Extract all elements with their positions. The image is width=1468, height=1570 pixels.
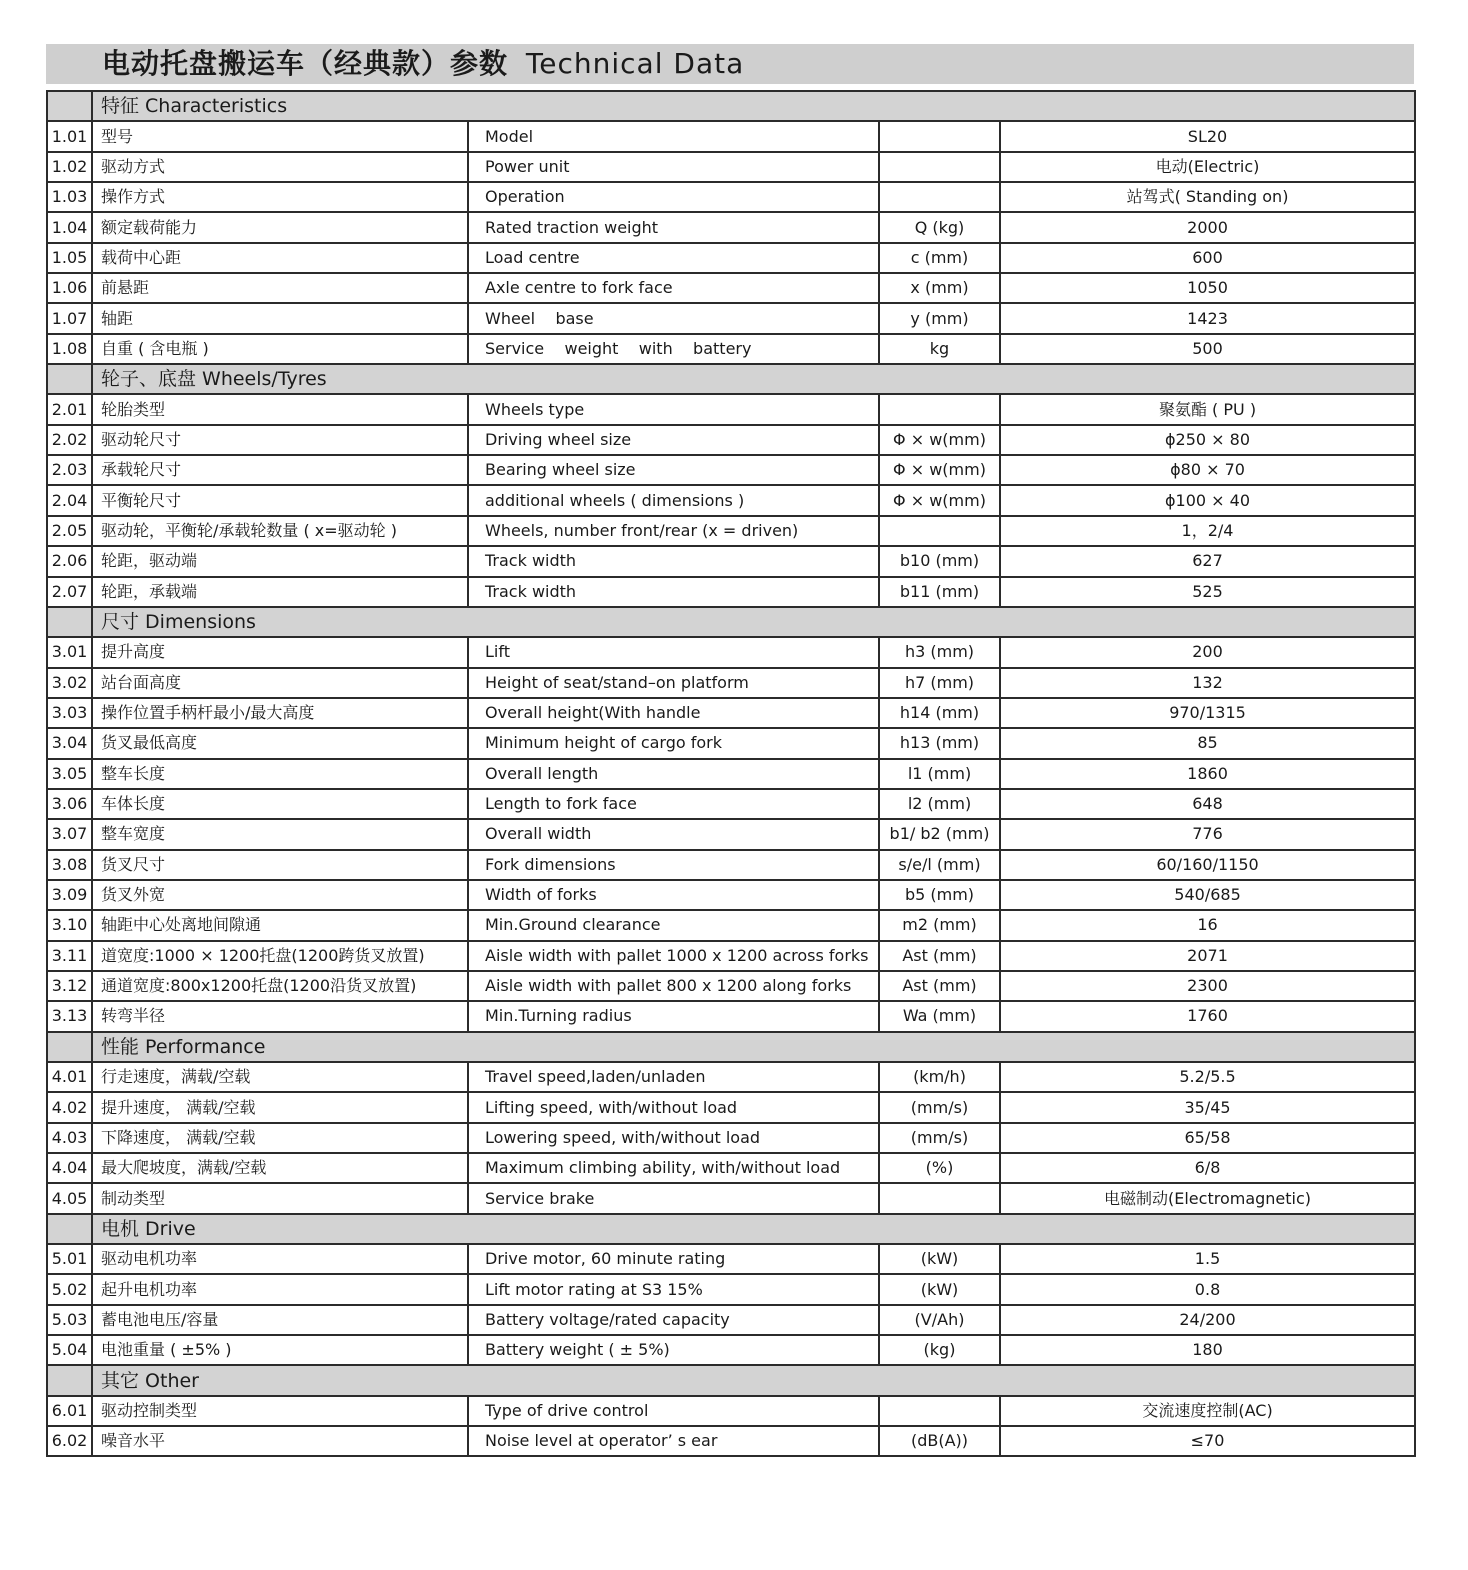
- table-row: [47, 910, 1415, 940]
- table-row: [47, 819, 1415, 849]
- row-label-cn: 道宽度:1000 × 1200托盘(1200跨货叉放置): [92, 941, 468, 971]
- section-number-cell: [47, 364, 92, 394]
- row-unit: h7 (mm): [879, 668, 1000, 698]
- table-row: [47, 1305, 1415, 1335]
- row-value: 525: [1000, 577, 1415, 607]
- row-value: ϕ80 × 70: [1000, 455, 1415, 485]
- row-label-cn: 行走速度，满载/空载: [92, 1062, 468, 1092]
- row-value: 1423: [1000, 303, 1415, 333]
- row-number: 5.04: [47, 1335, 92, 1365]
- row-unit: Φ × w(mm): [879, 485, 1000, 515]
- table-row: [47, 243, 1415, 273]
- row-label-cn: 起升电机功率: [92, 1274, 468, 1304]
- row-label-cn: 轮距，驱动端: [92, 546, 468, 576]
- row-unit: b5 (mm): [879, 880, 1000, 910]
- section-header-row: [47, 1365, 1415, 1395]
- row-number: 6.01: [47, 1396, 92, 1426]
- row-number: 1.05: [47, 243, 92, 273]
- table-row: [47, 546, 1415, 576]
- section-number-cell: [47, 1214, 92, 1244]
- row-label-en: Overall height(With handle: [468, 698, 879, 728]
- row-value: 600: [1000, 243, 1415, 273]
- table-row: [47, 880, 1415, 910]
- row-number: 1.02: [47, 152, 92, 182]
- row-label-en: Lowering speed, with/without load: [468, 1123, 879, 1153]
- row-label-en: Width of forks: [468, 880, 879, 910]
- row-unit: h3 (mm): [879, 637, 1000, 667]
- row-number: 1.03: [47, 182, 92, 212]
- row-value: 站驾式( Standing on): [1000, 182, 1415, 212]
- row-label-en: Minimum height of cargo fork: [468, 728, 879, 758]
- row-label-en: Wheel base: [468, 303, 879, 333]
- row-unit: Φ × w(mm): [879, 425, 1000, 455]
- section-number-cell: [47, 1365, 92, 1395]
- row-unit: (%): [879, 1153, 1000, 1183]
- row-label-cn: 轴距: [92, 303, 468, 333]
- row-number: 4.02: [47, 1092, 92, 1122]
- table-row: [47, 516, 1415, 546]
- row-number: 4.01: [47, 1062, 92, 1092]
- row-label-en: Power unit: [468, 152, 879, 182]
- row-label-cn: 转弯半径: [92, 1001, 468, 1031]
- table-row: [47, 334, 1415, 364]
- row-label-en: Fork dimensions: [468, 850, 879, 880]
- row-number: 6.02: [47, 1426, 92, 1456]
- row-label-cn: 提升速度， 满载/空载: [92, 1092, 468, 1122]
- row-value: 65/58: [1000, 1123, 1415, 1153]
- row-value: 35/45: [1000, 1092, 1415, 1122]
- table-row: [47, 1001, 1415, 1031]
- row-label-cn: 驱动方式: [92, 152, 468, 182]
- table-row: [47, 759, 1415, 789]
- row-label-cn: 噪音水平: [92, 1426, 468, 1456]
- row-label-en: Axle centre to fork face: [468, 273, 879, 303]
- row-number: 2.02: [47, 425, 92, 455]
- row-label-en: Maximum climbing ability, with/without load: [468, 1153, 879, 1183]
- row-label-cn: 驱动控制类型: [92, 1396, 468, 1426]
- table-row: [47, 425, 1415, 455]
- row-number: 5.02: [47, 1274, 92, 1304]
- row-number: 4.05: [47, 1183, 92, 1213]
- table-row: [47, 637, 1415, 667]
- row-number: 3.04: [47, 728, 92, 758]
- row-number: 3.01: [47, 637, 92, 667]
- row-label-en: Length to fork face: [468, 789, 879, 819]
- row-number: 3.08: [47, 850, 92, 880]
- row-value: 970/1315: [1000, 698, 1415, 728]
- row-label-en: Service weight with battery: [468, 334, 879, 364]
- table-row: [47, 789, 1415, 819]
- table-row: [47, 1396, 1415, 1426]
- row-value: 5.2/5.5: [1000, 1062, 1415, 1092]
- row-label-en: Rated traction weight: [468, 212, 879, 242]
- row-label-cn: 电池重量 ( ±5% ): [92, 1335, 468, 1365]
- row-number: 1.08: [47, 334, 92, 364]
- row-unit: [879, 182, 1000, 212]
- table-row: [47, 698, 1415, 728]
- table-row: [47, 1123, 1415, 1153]
- row-value: 627: [1000, 546, 1415, 576]
- row-value: SL20: [1000, 121, 1415, 151]
- row-unit: kg: [879, 334, 1000, 364]
- table-row: [47, 1274, 1415, 1304]
- row-label-cn: 轮胎类型: [92, 394, 468, 424]
- row-number: 3.07: [47, 819, 92, 849]
- row-label-cn: 整车长度: [92, 759, 468, 789]
- row-label-en: Model: [468, 121, 879, 151]
- table-row: [47, 152, 1415, 182]
- row-label-cn: 蓄电池电压/容量: [92, 1305, 468, 1335]
- row-unit: [879, 516, 1000, 546]
- row-label-cn: 提升高度: [92, 637, 468, 667]
- row-number: 4.04: [47, 1153, 92, 1183]
- section-header-row: [47, 1214, 1415, 1244]
- row-number: 1.01: [47, 121, 92, 151]
- row-unit: (mm/s): [879, 1092, 1000, 1122]
- row-value: 180: [1000, 1335, 1415, 1365]
- row-number: 2.05: [47, 516, 92, 546]
- row-label-cn: 操作方式: [92, 182, 468, 212]
- row-number: 3.02: [47, 668, 92, 698]
- table-row: [47, 394, 1415, 424]
- section-label: 特征 Characteristics: [92, 91, 1415, 121]
- row-value: 聚氨酯 ( PU ): [1000, 394, 1415, 424]
- row-number: 2.07: [47, 577, 92, 607]
- row-label-cn: 操作位置手柄杆最小/最大高度: [92, 698, 468, 728]
- row-unit: c (mm): [879, 243, 1000, 273]
- row-label-cn: 车体长度: [92, 789, 468, 819]
- table-row: [47, 273, 1415, 303]
- row-number: 2.04: [47, 485, 92, 515]
- row-unit: s/e/l (mm): [879, 850, 1000, 880]
- row-label-en: Min.Ground clearance: [468, 910, 879, 940]
- row-label-en: Wheels type: [468, 394, 879, 424]
- row-number: 3.09: [47, 880, 92, 910]
- row-label-cn: 整车宽度: [92, 819, 468, 849]
- row-number: 5.03: [47, 1305, 92, 1335]
- row-label-en: Travel speed,laden/unladen: [468, 1062, 879, 1092]
- row-number: 2.03: [47, 455, 92, 485]
- row-unit: h14 (mm): [879, 698, 1000, 728]
- row-label-cn: 通道宽度:800x1200托盘(1200沿货叉放置): [92, 971, 468, 1001]
- row-label-cn: 载荷中心距: [92, 243, 468, 273]
- row-value: 776: [1000, 819, 1415, 849]
- table-row: [47, 485, 1415, 515]
- section-label: 其它 Other: [92, 1365, 1415, 1395]
- row-label-en: Operation: [468, 182, 879, 212]
- section-header-row: [47, 91, 1415, 121]
- row-value: 24/200: [1000, 1305, 1415, 1335]
- row-label-en: Track width: [468, 546, 879, 576]
- row-label-cn: 型号: [92, 121, 468, 151]
- row-value: 1.5: [1000, 1244, 1415, 1274]
- row-value: 1050: [1000, 273, 1415, 303]
- table-row: [47, 1426, 1415, 1456]
- row-label-en: Load centre: [468, 243, 879, 273]
- row-label-en: Overall length: [468, 759, 879, 789]
- row-unit: b10 (mm): [879, 546, 1000, 576]
- section-number-cell: [47, 91, 92, 121]
- row-label-cn: 轮距，承载端: [92, 577, 468, 607]
- row-label-en: Wheels, number front/rear (x = driven): [468, 516, 879, 546]
- section-label: 电机 Drive: [92, 1214, 1415, 1244]
- row-label-en: Track width: [468, 577, 879, 607]
- row-value: ≤70: [1000, 1426, 1415, 1456]
- row-value: 1760: [1000, 1001, 1415, 1031]
- row-value: 200: [1000, 637, 1415, 667]
- row-label-en: Min.Turning radius: [468, 1001, 879, 1031]
- row-number: 3.11: [47, 941, 92, 971]
- row-unit: Ast (mm): [879, 941, 1000, 971]
- section-number-cell: [47, 607, 92, 637]
- technical-data-table: [46, 90, 1416, 1457]
- row-number: 1.07: [47, 303, 92, 333]
- row-label-cn: 最大爬坡度，满载/空载: [92, 1153, 468, 1183]
- row-label-en: Battery voltage/rated capacity: [468, 1305, 879, 1335]
- row-label-en: Aisle width with pallet 800 x 1200 along forks: [468, 971, 879, 1001]
- row-unit: (km/h): [879, 1062, 1000, 1092]
- row-label-en: Type of drive control: [468, 1396, 879, 1426]
- row-label-cn: 货叉外宽: [92, 880, 468, 910]
- row-unit: [879, 1183, 1000, 1213]
- title-cn: 电动托盘搬运车（经典款）参数: [102, 47, 509, 80]
- row-value: 16: [1000, 910, 1415, 940]
- section-number-cell: [47, 1032, 92, 1062]
- row-label-en: Height of seat/stand–on platform: [468, 668, 879, 698]
- row-unit: b11 (mm): [879, 577, 1000, 607]
- row-number: 5.01: [47, 1244, 92, 1274]
- row-label-cn: 轴距中心处离地间隙通: [92, 910, 468, 940]
- row-label-en: Lifting speed, with/without load: [468, 1092, 879, 1122]
- row-number: 2.01: [47, 394, 92, 424]
- row-label-cn: 货叉尺寸: [92, 850, 468, 880]
- table-row: [47, 182, 1415, 212]
- row-label-en: Service brake: [468, 1183, 879, 1213]
- row-value: 电磁制动(Electromagnetic): [1000, 1183, 1415, 1213]
- table-row: [47, 1335, 1415, 1365]
- table-row: [47, 971, 1415, 1001]
- table-row: [47, 121, 1415, 151]
- table-row: [47, 1183, 1415, 1213]
- page-title: [102, 46, 744, 82]
- row-value: 电动(Electric): [1000, 152, 1415, 182]
- row-label-en: Overall width: [468, 819, 879, 849]
- row-unit: Wa (mm): [879, 1001, 1000, 1031]
- row-unit: (mm/s): [879, 1123, 1000, 1153]
- row-unit: [879, 394, 1000, 424]
- row-unit: Ast (mm): [879, 971, 1000, 1001]
- row-number: 3.03: [47, 698, 92, 728]
- row-value: 132: [1000, 668, 1415, 698]
- section-label: 性能 Performance: [92, 1032, 1415, 1062]
- row-unit: x (mm): [879, 273, 1000, 303]
- row-unit: (kW): [879, 1274, 1000, 1304]
- row-value: 60/160/1150: [1000, 850, 1415, 880]
- row-value: ϕ250 × 80: [1000, 425, 1415, 455]
- row-number: 3.05: [47, 759, 92, 789]
- row-value: 1，2/4: [1000, 516, 1415, 546]
- row-label-en: Drive motor, 60 minute rating: [468, 1244, 879, 1274]
- row-unit: h13 (mm): [879, 728, 1000, 758]
- table-row: [47, 1092, 1415, 1122]
- table-row: [47, 1153, 1415, 1183]
- row-label-cn: 前悬距: [92, 273, 468, 303]
- section-label: 尺寸 Dimensions: [92, 607, 1415, 637]
- row-label-cn: 平衡轮尺寸: [92, 485, 468, 515]
- title-en: Technical Data: [525, 47, 745, 80]
- row-number: 3.13: [47, 1001, 92, 1031]
- row-unit: Q (kg): [879, 212, 1000, 242]
- row-value: 85: [1000, 728, 1415, 758]
- row-value: 0.8: [1000, 1274, 1415, 1304]
- table-row: [47, 1244, 1415, 1274]
- row-label-en: additional wheels ( dimensions ): [468, 485, 879, 515]
- row-unit: [879, 121, 1000, 151]
- row-label-en: Bearing wheel size: [468, 455, 879, 485]
- row-label-en: Lift: [468, 637, 879, 667]
- section-header-row: [47, 1032, 1415, 1062]
- row-unit: (V/Ah): [879, 1305, 1000, 1335]
- row-number: 1.06: [47, 273, 92, 303]
- row-unit: (kg): [879, 1335, 1000, 1365]
- row-label-en: Aisle width with pallet 1000 x 1200 across forks: [468, 941, 879, 971]
- row-number: 3.06: [47, 789, 92, 819]
- section-header-row: [47, 364, 1415, 394]
- row-label-cn: 制动类型: [92, 1183, 468, 1213]
- row-value: 540/685: [1000, 880, 1415, 910]
- row-value: ϕ100 × 40: [1000, 485, 1415, 515]
- row-value: 6/8: [1000, 1153, 1415, 1183]
- row-label-cn: 货叉最低高度: [92, 728, 468, 758]
- table-row: [47, 455, 1415, 485]
- row-unit: Φ × w(mm): [879, 455, 1000, 485]
- table-row: [47, 1062, 1415, 1092]
- row-number: 2.06: [47, 546, 92, 576]
- row-label-en: Driving wheel size: [468, 425, 879, 455]
- section-label: 轮子、底盘 Wheels/Tyres: [92, 364, 1415, 394]
- row-label-cn: 站台面高度: [92, 668, 468, 698]
- table-row: [47, 728, 1415, 758]
- row-value: 1860: [1000, 759, 1415, 789]
- row-value: 2300: [1000, 971, 1415, 1001]
- row-label-en: Battery weight ( ± 5%): [468, 1335, 879, 1365]
- table-row: [47, 212, 1415, 242]
- table-row: [47, 668, 1415, 698]
- table-row: [47, 303, 1415, 333]
- row-value: 2071: [1000, 941, 1415, 971]
- row-label-cn: 自重 ( 含电瓶 ): [92, 334, 468, 364]
- row-number: 3.12: [47, 971, 92, 1001]
- table-row: [47, 941, 1415, 971]
- row-value: 500: [1000, 334, 1415, 364]
- table-row: [47, 577, 1415, 607]
- row-label-cn: 承载轮尺寸: [92, 455, 468, 485]
- row-unit: l2 (mm): [879, 789, 1000, 819]
- row-number: 1.04: [47, 212, 92, 242]
- row-label-cn: 下降速度， 满载/空载: [92, 1123, 468, 1153]
- row-unit: b1/ b2 (mm): [879, 819, 1000, 849]
- row-unit: l1 (mm): [879, 759, 1000, 789]
- row-label-cn: 驱动电机功率: [92, 1244, 468, 1274]
- table-row: [47, 850, 1415, 880]
- row-value: 交流速度控制(AC): [1000, 1396, 1415, 1426]
- row-unit: (kW): [879, 1244, 1000, 1274]
- row-unit: [879, 152, 1000, 182]
- row-value: 648: [1000, 789, 1415, 819]
- row-value: 2000: [1000, 212, 1415, 242]
- row-label-en: Lift motor rating at S3 15%: [468, 1274, 879, 1304]
- row-label-cn: 额定载荷能力: [92, 212, 468, 242]
- row-number: 3.10: [47, 910, 92, 940]
- row-unit: m2 (mm): [879, 910, 1000, 940]
- row-label-cn: 驱动轮尺寸: [92, 425, 468, 455]
- row-label-cn: 驱动轮，平衡轮/承载轮数量 ( x=驱动轮 ): [92, 516, 468, 546]
- row-number: 4.03: [47, 1123, 92, 1153]
- section-header-row: [47, 607, 1415, 637]
- row-label-en: Noise level at operator’ s ear: [468, 1426, 879, 1456]
- row-unit: y (mm): [879, 303, 1000, 333]
- row-unit: (dB(A)): [879, 1426, 1000, 1456]
- title-bar: [46, 44, 1414, 84]
- row-unit: [879, 1396, 1000, 1426]
